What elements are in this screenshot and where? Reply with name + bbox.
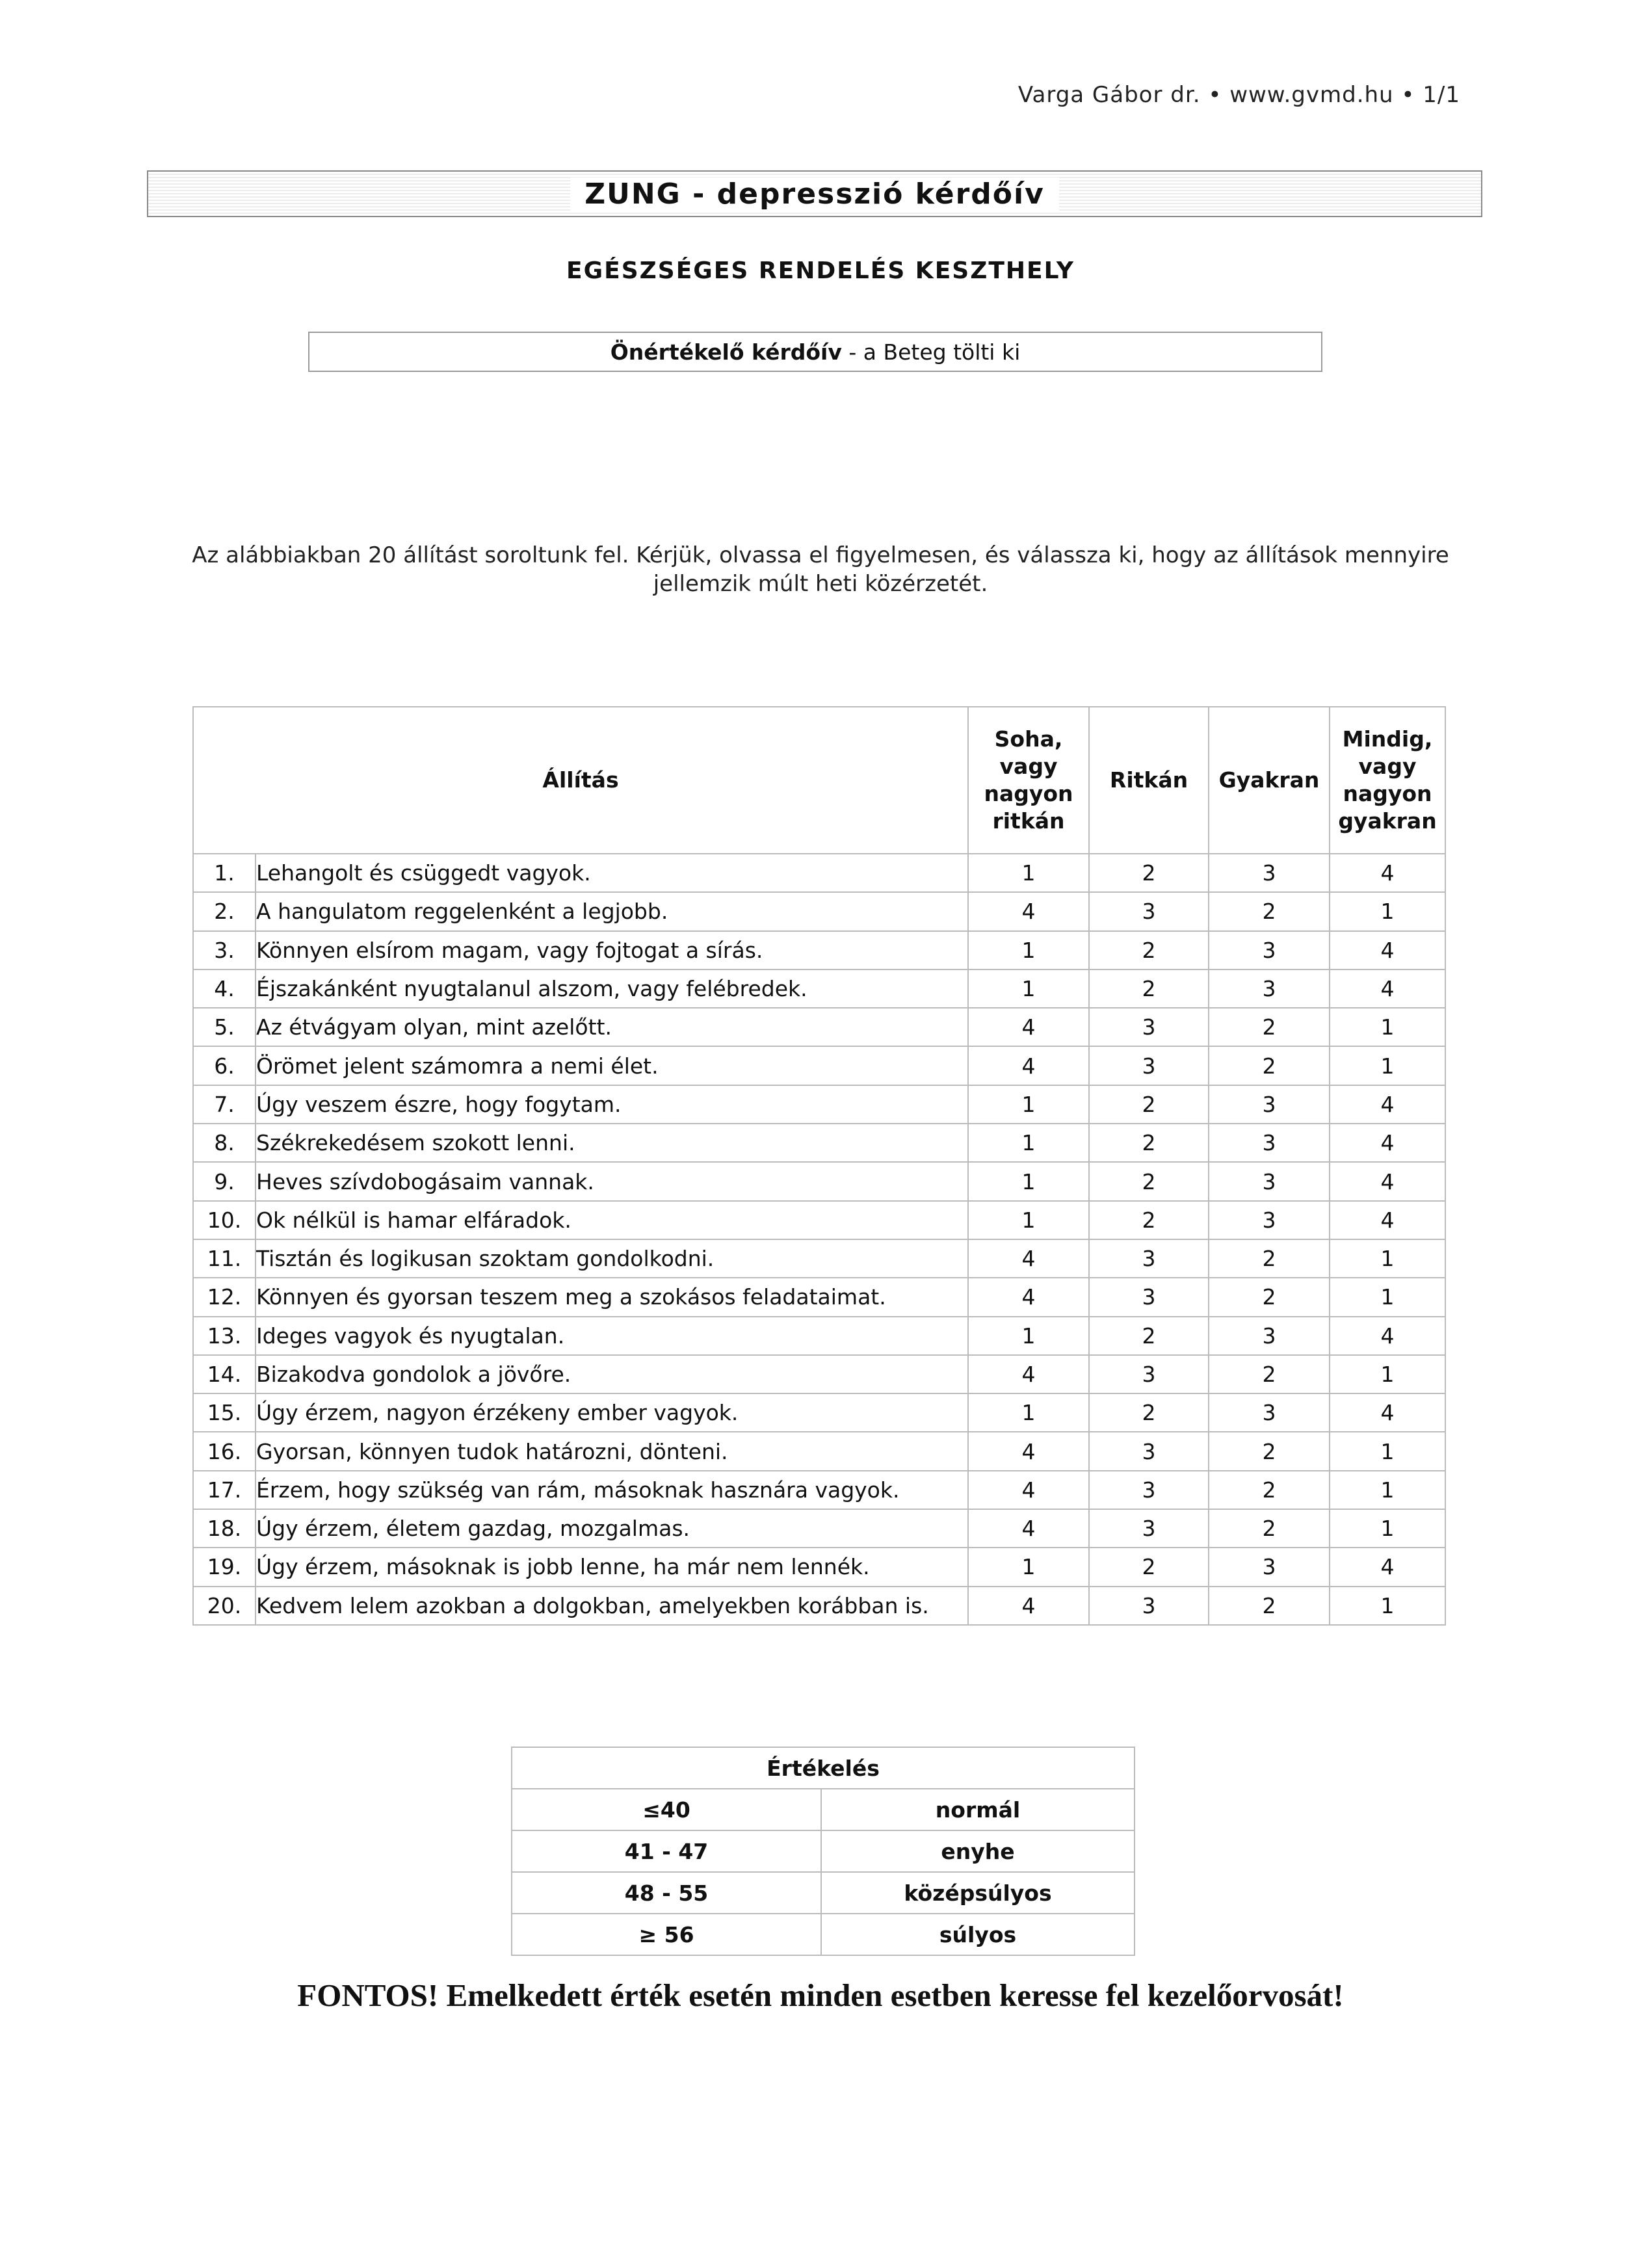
row-score: 3 (1209, 931, 1330, 969)
header-never-line: Soha, (994, 726, 1063, 752)
row-score: 2 (1089, 1162, 1209, 1200)
row-statement: Bizakodva gondolok a jövőre. (256, 1355, 968, 1393)
row-score: 2 (1209, 1587, 1330, 1625)
row-score: 1 (968, 1548, 1089, 1586)
row-score: 3 (1089, 1432, 1209, 1470)
table-row (193, 969, 1445, 1008)
row-score: 4 (1330, 854, 1445, 892)
table-row (193, 1393, 1445, 1432)
row-score: 2 (1089, 1548, 1209, 1586)
scoring-label: középsúlyos (821, 1872, 1135, 1914)
row-score: 3 (1089, 1239, 1209, 1278)
scoring-range: ≥ 56 (512, 1914, 821, 1955)
row-score: 3 (1209, 1548, 1330, 1586)
row-score: 2 (1089, 1124, 1209, 1162)
row-statement: Székrekedésem szokott lenni. (256, 1124, 968, 1162)
header-always (1330, 707, 1445, 854)
row-score: 3 (1209, 1393, 1330, 1432)
questionnaire-table (192, 706, 1446, 1626)
row-score: 4 (968, 1587, 1089, 1625)
subtitle-box (308, 332, 1322, 372)
table-row (193, 1548, 1445, 1586)
row-score: 4 (968, 1432, 1089, 1470)
row-score: 3 (1209, 1124, 1330, 1162)
row-score: 1 (968, 1124, 1089, 1162)
scoring-label: normál (821, 1789, 1135, 1830)
row-statement: Úgy érzem, életem gazdag, mozgalmas. (256, 1509, 968, 1548)
row-score: 4 (1330, 1162, 1445, 1200)
row-score: 2 (1089, 1201, 1209, 1239)
row-number: 7. (193, 1085, 256, 1124)
row-score: 1 (1330, 1046, 1445, 1085)
table-row (193, 892, 1445, 930)
intro-text: Az alábbiakban 20 állítást soroltunk fel. Kérjük, olvassa el figyelmesen, és válassza ki, hogy az állítások mennyire jellemzik múlt heti közérzetét. (192, 542, 1449, 597)
row-statement: Úgy érzem, másoknak is jobb lenne, ha már nem lennék. (256, 1548, 968, 1586)
row-score: 1 (1330, 892, 1445, 930)
table-row (193, 1278, 1445, 1316)
row-statement: Éjszakánként nyugtalanul alszom, vagy felébredek. (256, 969, 968, 1008)
row-statement: Tisztán és logikusan szoktam gondolkodni. (256, 1239, 968, 1278)
title-banner (147, 170, 1482, 217)
scoring-range: ≤40 (512, 1789, 821, 1830)
row-number: 20. (193, 1587, 256, 1625)
row-number: 2. (193, 892, 256, 930)
table-row (193, 1471, 1445, 1509)
row-statement: Gyorsan, könnyen tudok határozni, dönteni. (256, 1432, 968, 1470)
row-score: 2 (1209, 1008, 1330, 1046)
row-score: 4 (968, 892, 1089, 930)
row-statement: Érzem, hogy szükség van rám, másoknak hasznára vagyok. (256, 1471, 968, 1509)
table-row (193, 854, 1445, 892)
row-score: 1 (968, 1201, 1089, 1239)
row-score: 4 (1330, 1201, 1445, 1239)
scoring-label: enyhe (821, 1830, 1135, 1872)
header-always-line: vagy (1358, 754, 1417, 779)
row-number: 18. (193, 1509, 256, 1548)
row-number: 16. (193, 1432, 256, 1470)
row-score: 1 (1330, 1587, 1445, 1625)
row-score: 4 (968, 1509, 1089, 1548)
row-number: 15. (193, 1393, 256, 1432)
header-never-line: vagy (999, 754, 1058, 779)
scoring-row (512, 1872, 1135, 1914)
row-score: 1 (1330, 1278, 1445, 1316)
subtitle-rest: - a Beteg tölti ki (841, 339, 1021, 365)
row-number: 13. (193, 1317, 256, 1355)
table-row (193, 931, 1445, 969)
row-score: 3 (1209, 1085, 1330, 1124)
row-score: 3 (1209, 1201, 1330, 1239)
row-score: 4 (1330, 969, 1445, 1008)
row-score: 4 (968, 1008, 1089, 1046)
row-number: 3. (193, 931, 256, 969)
row-number: 14. (193, 1355, 256, 1393)
row-score: 4 (968, 1355, 1089, 1393)
row-statement: Az étvágyam olyan, mint azelőtt. (256, 1008, 968, 1046)
row-number: 1. (193, 854, 256, 892)
row-score: 4 (968, 1239, 1089, 1278)
row-score: 3 (1209, 854, 1330, 892)
row-score: 4 (968, 1046, 1089, 1085)
row-score: 2 (1209, 1471, 1330, 1509)
subtitle-bold: Önértékelő kérdőív (610, 339, 842, 365)
row-score: 1 (968, 854, 1089, 892)
table-row (193, 1046, 1445, 1085)
table-row (193, 1124, 1445, 1162)
row-score: 4 (1330, 1124, 1445, 1162)
scoring-row (512, 1914, 1135, 1955)
header-always-line: nagyon (1343, 781, 1432, 806)
org-name: EGÉSZSÉGES RENDELÉS KESZTHELY (566, 257, 1075, 284)
row-statement: Könnyen elsírom magam, vagy fojtogat a sírás. (256, 931, 968, 969)
row-score: 3 (1089, 1587, 1209, 1625)
row-score: 3 (1209, 1317, 1330, 1355)
table-row (193, 1509, 1445, 1548)
row-score: 2 (1209, 1278, 1330, 1316)
row-number: 9. (193, 1162, 256, 1200)
row-score: 3 (1089, 1278, 1209, 1316)
row-score: 2 (1209, 1509, 1330, 1548)
row-number: 6. (193, 1046, 256, 1085)
row-score: 2 (1089, 854, 1209, 892)
page-header: Varga Gábor dr. • www.gvmd.hu • 1/1 (1017, 82, 1460, 108)
row-score: 2 (1209, 1355, 1330, 1393)
header-often: Gyakran (1209, 707, 1330, 854)
table-row (193, 1162, 1445, 1200)
row-number: 11. (193, 1239, 256, 1278)
scoring-row (512, 1789, 1135, 1830)
row-number: 17. (193, 1471, 256, 1509)
row-score: 3 (1089, 1471, 1209, 1509)
row-number: 10. (193, 1201, 256, 1239)
row-score: 2 (1209, 1046, 1330, 1085)
table-row (193, 1432, 1445, 1470)
header-always-line: gyakran (1338, 808, 1437, 834)
row-score: 1 (968, 1393, 1089, 1432)
table-row (193, 1085, 1445, 1124)
header-always-line: Mindig, (1342, 726, 1433, 752)
scoring-table (511, 1747, 1135, 1956)
row-score: 4 (1330, 1085, 1445, 1124)
row-statement: Úgy érzem, nagyon érzékeny ember vagyok. (256, 1393, 968, 1432)
scoring-row (512, 1830, 1135, 1872)
table-header-row (193, 707, 1445, 854)
row-score: 4 (968, 1471, 1089, 1509)
row-score: 2 (1089, 1085, 1209, 1124)
row-score: 2 (1089, 1317, 1209, 1355)
header-rarely: Ritkán (1089, 707, 1209, 854)
row-statement: Örömet jelent számomra a nemi élet. (256, 1046, 968, 1085)
row-score: 2 (1089, 931, 1209, 969)
header-never (968, 707, 1089, 854)
row-score: 1 (968, 969, 1089, 1008)
row-score: 4 (968, 1278, 1089, 1316)
row-score: 2 (1209, 892, 1330, 930)
row-score: 3 (1089, 1046, 1209, 1085)
row-number: 5. (193, 1008, 256, 1046)
scoring-label: súlyos (821, 1914, 1135, 1955)
row-score: 1 (1330, 1239, 1445, 1278)
row-score: 1 (1330, 1471, 1445, 1509)
row-score: 3 (1089, 1355, 1209, 1393)
row-score: 1 (968, 931, 1089, 969)
row-score: 4 (1330, 1393, 1445, 1432)
row-score: 3 (1089, 1509, 1209, 1548)
row-number: 12. (193, 1278, 256, 1316)
row-score: 1 (968, 1317, 1089, 1355)
row-score: 4 (1330, 1317, 1445, 1355)
row-score: 2 (1209, 1432, 1330, 1470)
notice-text: FONTOS! Emelkedett érték esetén minden esetben keresse fel kezelőorvosát! (297, 1977, 1344, 2013)
row-number: 19. (193, 1548, 256, 1586)
table-row (193, 1355, 1445, 1393)
scoring-title-row (512, 1747, 1135, 1789)
header-never-line: ritkán (992, 808, 1065, 834)
row-score: 3 (1089, 892, 1209, 930)
row-score: 1 (1330, 1432, 1445, 1470)
row-score: 3 (1209, 1162, 1330, 1200)
table-row (193, 1008, 1445, 1046)
row-score: 1 (968, 1085, 1089, 1124)
row-score: 4 (1330, 1548, 1445, 1586)
row-statement: Könnyen és gyorsan teszem meg a szokásos feladataimat. (256, 1278, 968, 1316)
row-score: 1 (968, 1162, 1089, 1200)
scoring-range: 41 - 47 (512, 1830, 821, 1872)
row-score: 2 (1209, 1239, 1330, 1278)
row-statement: A hangulatom reggelenként a legjobb. (256, 892, 968, 930)
row-score: 1 (1330, 1008, 1445, 1046)
row-number: 8. (193, 1124, 256, 1162)
scoring-range: 48 - 55 (512, 1872, 821, 1914)
table-row (193, 1317, 1445, 1355)
row-statement: Ok nélkül is hamar elfáradok. (256, 1201, 968, 1239)
header-statement: Állítás (193, 707, 968, 854)
row-score: 4 (1330, 931, 1445, 969)
row-score: 1 (1330, 1355, 1445, 1393)
row-score: 2 (1089, 1393, 1209, 1432)
row-statement: Lehangolt és csüggedt vagyok. (256, 854, 968, 892)
header-never-line: nagyon (984, 781, 1073, 806)
row-score: 1 (1330, 1509, 1445, 1548)
table-row (193, 1587, 1445, 1625)
scoring-title: Értékelés (512, 1747, 1135, 1789)
row-statement: Ideges vagyok és nyugtalan. (256, 1317, 968, 1355)
row-number: 4. (193, 969, 256, 1008)
row-statement: Úgy veszem észre, hogy fogytam. (256, 1085, 968, 1124)
row-score: 3 (1089, 1008, 1209, 1046)
table-row (193, 1201, 1445, 1239)
table-row (193, 1239, 1445, 1278)
row-score: 3 (1209, 969, 1330, 1008)
page-title: ZUNG - depresszió kérdőív (570, 178, 1059, 211)
row-statement: Kedvem lelem azokban a dolgokban, amelyekben korábban is. (256, 1587, 968, 1625)
row-statement: Heves szívdobogásaim vannak. (256, 1162, 968, 1200)
row-score: 2 (1089, 969, 1209, 1008)
